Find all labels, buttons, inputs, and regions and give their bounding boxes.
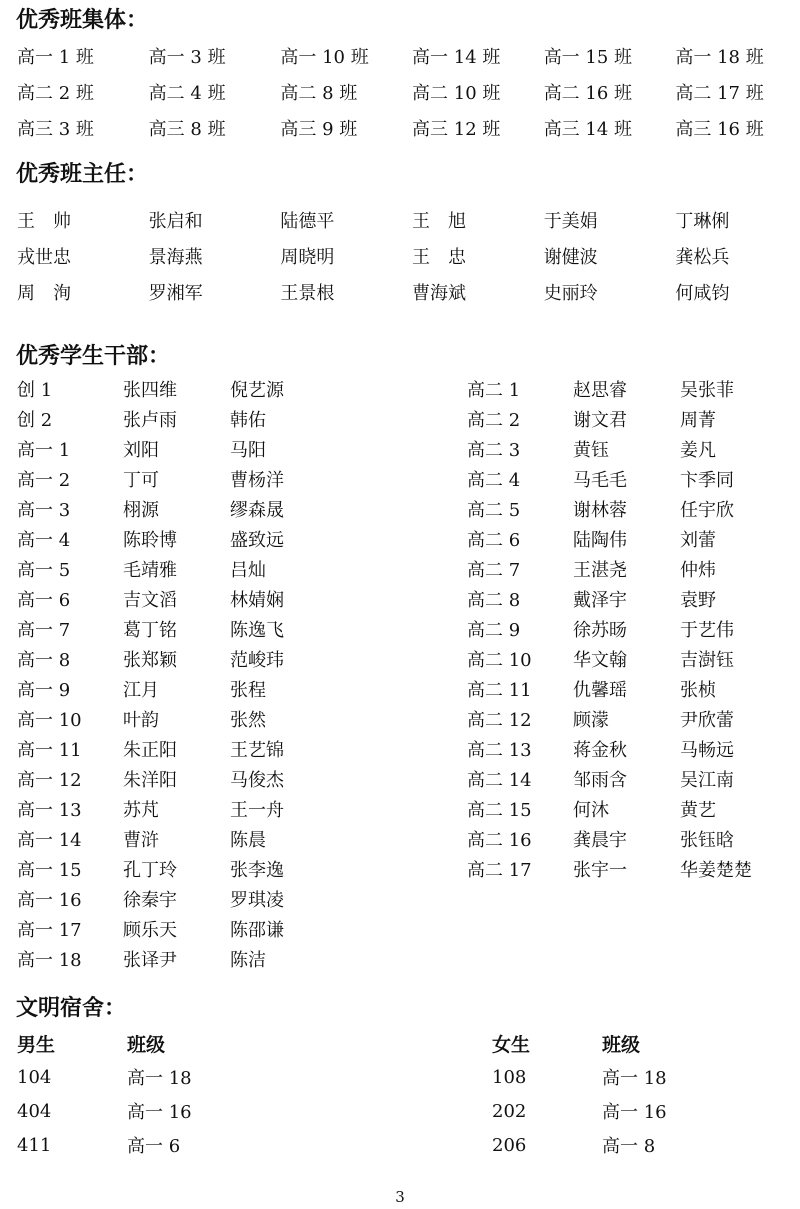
cadre-class: 高一 17 (17, 920, 82, 941)
cadre-row (467, 734, 752, 764)
cadre-class: 高二 2 (467, 410, 521, 431)
class-cell: 高一 1 班 (17, 47, 94, 68)
cadre-class: 高二 4 (467, 470, 521, 491)
cadre-row (467, 644, 752, 674)
cadre-name: 缪森晟 (230, 500, 284, 521)
cadre-row (467, 434, 752, 464)
section-title-student-cadres: 优秀学生干部： (16, 344, 171, 369)
dorm-header-row (17, 1026, 192, 1060)
cadre-name: 葛丁铭 (123, 620, 177, 641)
cadre-name: 朱正阳 (123, 740, 177, 761)
cadre-row (467, 494, 752, 524)
cadre-row (17, 524, 284, 554)
teacher-name: 史丽玲 (543, 283, 598, 304)
cadre-name: 韩佑 (230, 410, 266, 431)
cadre-row (17, 764, 284, 794)
cadre-row (17, 944, 284, 974)
cadre-class: 高二 15 (467, 800, 532, 821)
dorm-room: 104 (17, 1066, 52, 1088)
cadre-name: 陈邵谦 (230, 920, 284, 941)
cadre-name: 袁野 (680, 590, 716, 611)
class-cell: 高二 4 班 (148, 83, 226, 104)
cadre-name: 马阳 (230, 440, 266, 461)
cadre-class: 创 1 (17, 380, 53, 401)
cadre-row (17, 794, 284, 824)
cadre-name: 张译尹 (123, 950, 177, 971)
cadre-name: 黄钰 (573, 440, 609, 461)
cadres-left-column (17, 374, 284, 974)
cadres-right-column (467, 374, 752, 884)
dorm-row (492, 1094, 667, 1128)
cadre-row (17, 494, 284, 524)
cadre-row (17, 854, 284, 884)
dorm-row (17, 1128, 192, 1162)
cadre-name: 张李逸 (230, 860, 284, 881)
cadre-class: 高二 8 (467, 590, 521, 611)
cadre-name: 于艺伟 (680, 620, 734, 641)
page-number: 3 (395, 1188, 405, 1206)
teacher-name: 景海燕 (148, 247, 203, 268)
cadre-name: 卞季同 (680, 470, 734, 491)
cadre-class: 高一 1 (17, 440, 71, 461)
dorm-class: 高一 18 (127, 1068, 192, 1089)
dorm-room: 206 (492, 1134, 527, 1156)
cadre-name: 丁可 (123, 470, 159, 491)
dorm-room: 404 (17, 1100, 52, 1122)
cadre-name: 谢林蓉 (573, 500, 627, 521)
cadre-class: 高二 16 (467, 830, 532, 851)
cadre-name: 赵思睿 (573, 380, 627, 401)
dorm-class: 高一 16 (602, 1102, 667, 1123)
cadre-class: 高一 9 (17, 680, 71, 701)
cadre-name: 张宇一 (573, 860, 627, 881)
cadre-class: 高一 2 (17, 470, 71, 491)
teacher-name: 王 忠 (412, 247, 467, 268)
class-cell: 高一 14 班 (412, 47, 501, 68)
excellent-classes-grid (17, 38, 800, 146)
cadre-row (467, 404, 752, 434)
cadre-name: 陈晨 (230, 830, 266, 851)
cadre-name: 周菁 (680, 410, 716, 431)
teacher-name: 谢健波 (543, 247, 598, 268)
section-title-civilized-dorms: 文明宿舍： (16, 996, 127, 1021)
class-row (17, 110, 800, 146)
cadre-class: 高一 10 (17, 710, 82, 731)
cadre-class: 高二 10 (467, 650, 532, 671)
cadre-class: 创 2 (17, 410, 53, 431)
cadre-name: 吴江南 (680, 770, 734, 791)
cadre-row (467, 674, 752, 704)
cadre-name: 尹欣蕾 (680, 710, 734, 731)
cadre-row (17, 434, 284, 464)
dorm-class: 高一 6 (127, 1136, 181, 1157)
cadre-name: 华文翰 (573, 650, 627, 671)
cadre-class: 高一 13 (17, 800, 82, 821)
cadre-name: 龚晨宇 (573, 830, 627, 851)
cadre-row (467, 704, 752, 734)
class-cell: 高二 17 班 (675, 83, 764, 104)
cadre-name: 华姜楚楚 (680, 860, 752, 881)
cadre-class: 高二 17 (467, 860, 532, 881)
cadre-class: 高二 7 (467, 560, 521, 581)
cadre-name: 马畅远 (680, 740, 734, 761)
cadre-class: 高一 6 (17, 590, 71, 611)
dorm-class: 高一 8 (602, 1136, 656, 1157)
cadre-class: 高二 6 (467, 530, 521, 551)
teacher-name: 于美娟 (543, 211, 598, 232)
teacher-name: 龚松兵 (675, 247, 730, 268)
cadre-name: 栩源 (123, 500, 159, 521)
class-cell: 高二 2 班 (17, 83, 94, 104)
teacher-row (17, 202, 800, 238)
dorm-row (492, 1128, 667, 1162)
cadre-row (467, 524, 752, 554)
cadre-row (17, 674, 284, 704)
dorm-boys-table (17, 1026, 192, 1162)
cadre-name: 张然 (230, 710, 266, 731)
class-cell: 高一 15 班 (543, 47, 633, 68)
section-title-excellent-classes: 优秀班集体： (16, 8, 149, 33)
cadre-name: 张钰晗 (680, 830, 734, 851)
cadre-class: 高一 8 (17, 650, 71, 671)
teacher-name: 曹海斌 (412, 283, 467, 304)
class-cell: 高三 16 班 (675, 119, 764, 140)
cadre-name: 王艺锦 (230, 740, 284, 761)
teacher-row (17, 238, 800, 274)
cadre-name: 盛致远 (230, 530, 284, 551)
teacher-name: 罗湘军 (148, 283, 203, 304)
cadre-row (467, 854, 752, 884)
teacher-name: 王景根 (280, 283, 335, 304)
cadre-class: 高一 18 (17, 950, 82, 971)
cadre-name: 罗琪凌 (230, 890, 284, 911)
cadre-name: 徐秦宇 (123, 890, 177, 911)
teacher-name: 王 帅 (17, 211, 71, 232)
class-cell: 高一 10 班 (280, 47, 369, 68)
cadre-name: 邹雨含 (573, 770, 627, 791)
cadre-name: 仇馨瑶 (573, 680, 627, 701)
teacher-name: 戎世忠 (17, 247, 71, 268)
cadre-name: 张桢 (680, 680, 716, 701)
cadre-name: 毛靖雅 (123, 560, 177, 581)
cadre-name: 黄艺 (680, 800, 716, 821)
cadre-name: 叶韵 (123, 710, 159, 731)
cadre-name: 吕灿 (230, 560, 266, 581)
cadre-name: 吉文滔 (123, 590, 177, 611)
cadre-class: 高二 14 (467, 770, 532, 791)
class-cell: 高三 9 班 (280, 119, 358, 140)
cadre-name: 孔丁玲 (123, 860, 177, 881)
cadre-name: 江月 (123, 680, 159, 701)
cadre-class: 高二 11 (467, 680, 532, 701)
cadre-name: 苏芃 (123, 800, 159, 821)
cadre-name: 张郑颖 (123, 650, 177, 671)
class-row (17, 74, 800, 110)
dorm-girls-table (492, 1026, 667, 1162)
cadre-row (467, 764, 752, 794)
dorm-row (17, 1060, 192, 1094)
cadre-name: 陈聆博 (123, 530, 177, 551)
teacher-name: 王 旭 (412, 211, 467, 232)
cadre-name: 马俊杰 (230, 770, 284, 791)
dorm-room: 202 (492, 1100, 527, 1122)
cadre-row (467, 554, 752, 584)
class-cell: 高一 18 班 (675, 47, 764, 68)
dorm-header-row (492, 1026, 667, 1060)
cadre-class: 高一 11 (17, 740, 82, 761)
cadre-class: 高一 16 (17, 890, 82, 911)
cadre-name: 曹浒 (123, 830, 159, 851)
dorm-class: 高一 18 (602, 1068, 667, 1089)
cadre-name: 陆陶伟 (573, 530, 627, 551)
cadre-class: 高一 7 (17, 620, 71, 641)
cadre-row (17, 914, 284, 944)
cadre-name: 吴张菲 (680, 380, 734, 401)
cadre-row (467, 464, 752, 494)
cadre-class: 高一 4 (17, 530, 71, 551)
cadre-row (17, 464, 284, 494)
cadre-name: 王一舟 (230, 800, 284, 821)
section-title-excellent-teachers: 优秀班主任： (16, 162, 149, 187)
teacher-name: 何咸钧 (675, 283, 730, 304)
cadre-name: 陈洁 (230, 950, 266, 971)
cadre-name: 王湛尧 (573, 560, 627, 581)
cadre-name: 蒋金秋 (573, 740, 627, 761)
cadre-name: 徐苏旸 (573, 620, 627, 641)
cadre-class: 高一 5 (17, 560, 71, 581)
dorm-room: 108 (492, 1066, 527, 1088)
cadre-name: 戴泽宇 (573, 590, 627, 611)
cadre-name: 谢文君 (573, 410, 627, 431)
cadre-name: 马毛毛 (573, 470, 627, 491)
cadre-row (467, 824, 752, 854)
cadre-row (467, 794, 752, 824)
cadre-name: 林婧娴 (230, 590, 284, 611)
cadre-name: 曹杨洋 (230, 470, 284, 491)
class-cell: 高三 8 班 (148, 119, 226, 140)
cadre-name: 刘阳 (123, 440, 159, 461)
cadre-row (17, 824, 284, 854)
dorm-row (17, 1094, 192, 1128)
teacher-name: 周 洵 (17, 283, 71, 304)
dorm-header-gender: 女生 (492, 1033, 531, 1056)
cadre-class: 高二 12 (467, 710, 532, 731)
dorm-class: 高一 16 (127, 1102, 192, 1123)
cadre-name: 姜凡 (680, 440, 716, 461)
teacher-name: 丁琳俐 (675, 211, 730, 232)
cadre-name: 张四维 (123, 380, 177, 401)
cadre-name: 张程 (230, 680, 266, 701)
teacher-name: 陆德平 (280, 211, 335, 232)
class-cell: 高二 10 班 (412, 83, 501, 104)
cadre-row (17, 374, 284, 404)
cadre-class: 高二 1 (467, 380, 521, 401)
cadre-row (17, 884, 284, 914)
cadre-row (17, 614, 284, 644)
cadre-row (17, 404, 284, 434)
cadre-name: 范峻玮 (230, 650, 284, 671)
class-row (17, 38, 800, 74)
class-cell: 高二 16 班 (543, 83, 633, 104)
cadre-row (17, 734, 284, 764)
cadre-name: 顾濛 (573, 710, 609, 731)
dorm-room: 411 (17, 1134, 52, 1156)
cadre-class: 高一 14 (17, 830, 82, 851)
cadre-name: 倪艺源 (230, 380, 284, 401)
teacher-name: 周晓明 (280, 247, 335, 268)
cadre-name: 顾乐天 (123, 920, 177, 941)
cadre-name: 何沐 (573, 800, 609, 821)
cadre-name: 刘蕾 (680, 530, 716, 551)
cadre-name: 陈逸飞 (230, 620, 284, 641)
cadre-row (17, 584, 284, 614)
cadre-row (17, 554, 284, 584)
cadre-class: 高二 3 (467, 440, 521, 461)
cadre-row (17, 644, 284, 674)
cadre-row (17, 704, 284, 734)
cadre-class: 高二 13 (467, 740, 532, 761)
cadre-row (467, 374, 752, 404)
teacher-row (17, 274, 800, 310)
cadre-class: 高一 15 (17, 860, 82, 881)
teacher-name: 张启和 (148, 211, 203, 232)
dorm-header-class: 班级 (602, 1033, 641, 1056)
class-cell: 高二 8 班 (280, 83, 358, 104)
cadre-row (467, 614, 752, 644)
cadre-name: 张卢雨 (123, 410, 177, 431)
cadre-name: 任宇欣 (680, 500, 734, 521)
cadre-name: 吉澍钰 (680, 650, 734, 671)
cadre-name: 仲炜 (680, 560, 716, 581)
cadre-class: 高二 5 (467, 500, 521, 521)
cadre-class: 高二 9 (467, 620, 521, 641)
class-cell: 高三 12 班 (412, 119, 501, 140)
class-cell: 高三 3 班 (17, 119, 94, 140)
excellent-teachers-grid (17, 202, 800, 310)
class-cell: 高一 3 班 (148, 47, 226, 68)
class-cell: 高三 14 班 (543, 119, 633, 140)
cadre-class: 高一 12 (17, 770, 82, 791)
cadre-name: 朱洋阳 (123, 770, 177, 791)
dorm-header-gender: 男生 (17, 1033, 56, 1056)
dorm-header-class: 班级 (127, 1033, 166, 1056)
cadre-row (467, 584, 752, 614)
dorm-row (492, 1060, 667, 1094)
cadre-class: 高一 3 (17, 500, 71, 521)
